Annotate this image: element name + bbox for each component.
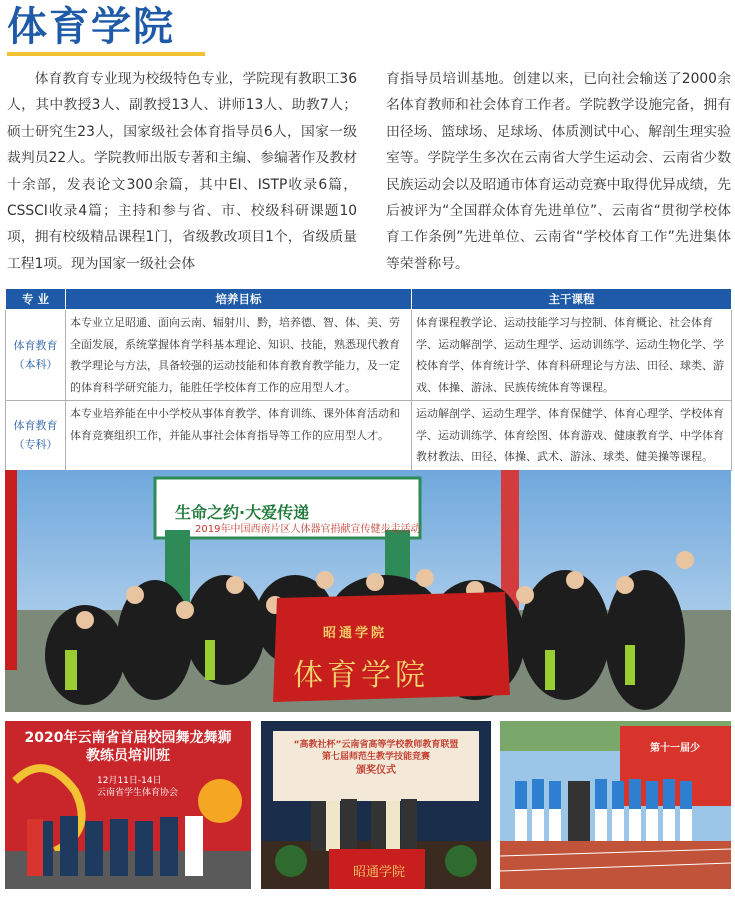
intro-right: 育指导员培训基地。创建以来，已向社会输送了2000余名体育教师和社会体育工作者。学院教学设施完备，拥有田径场、篮球场、足球场、体质测试中心、解剖生理实验室等。学院学生多次在云南省大学生运动会、云南省少数民族运动会以及昭通市体育运动竞赛中取得优异成绩，先后被评为“全国群众体育先进单位”、云南省“贯彻学校体育工作条例”先进单位、云南省“学校体育工作”先进集体等荣誉称号。 xyxy=(386,71,731,272)
banner-title: 生命之约·大爱传递 xyxy=(175,503,310,522)
award-line1: “高教社杯”云南省高等学校教师教育联盟 xyxy=(293,740,459,750)
sports-sign: 第十一届少 xyxy=(650,743,700,754)
table-header-row xyxy=(6,289,732,310)
training-photo xyxy=(5,721,251,889)
table-row xyxy=(6,401,732,471)
flag-school-name: 昭通学院 xyxy=(323,626,388,641)
training-title-line1: 2020年云南省首届校园舞龙舞狮 xyxy=(24,730,232,746)
major-level: （本科） xyxy=(13,358,58,371)
training-org: 云南省学生体育协会 xyxy=(97,788,179,798)
courses-cell: 运动解剖学、运动生理学、体育保健学、体育心理学、学校体育学、运动训练学、体育绘图、体育游戏、健康教育学、中学体育教材教法、田径、体操、武术、游泳、球类、健美操等课程。 xyxy=(412,401,732,471)
award-line3: 颁奖仪式 xyxy=(356,765,396,776)
header-goal: 培养目标 xyxy=(66,289,412,310)
goal-cell: 本专业立足昭通、面向云南、辐射川、黔，培养德、智、体、美、劳全面发展，系统掌握体育学科基本理论、知识、技能，熟悉现代教育教学理论与方法，具备较强的运动技能和体育教育教学能力，及一定的体育科学研究能力，能胜任学校体育工作的应用型人才。 xyxy=(66,310,412,401)
award-flag: 昭通学院 xyxy=(353,865,406,880)
sports-photo xyxy=(500,721,731,889)
major-name: 体育教育 xyxy=(13,339,58,352)
header-courses: 主干课程 xyxy=(412,289,732,310)
header-major: 专 业 xyxy=(6,289,66,310)
courses-cell: 体育课程教学论、运动技能学习与控制、体育概论、社会体育学、运动解剖学、运动生理学、运动训练学、运动生物化学、学校体育学、体育统计学、体育科研理论与方法、田径、球类、游戏、体操、游泳、民族传统体育等课程。 xyxy=(412,310,732,401)
goal-cell: 本专业培养能在中小学校从事体育教学、体育训练、课外体育活动和体育竞赛组织工作，并能从事社会体育指导等工作的应用型人才。 xyxy=(66,401,412,471)
intro-left: 体育教育专业现为校级特色专业，学院现有教职工36人，其中教授3人、副教授13人、讲师13人、助教7人；硕士研究生23人，国家级社会体育指导员6人，国家一级裁判员22人。学院教师出版专著和主编、参编著作及教材十余部，发表论文300余篇，其中EI、ISTP收录6篇，CSSCI收录4篇；主持和参与省、市、校级科研课题10项，拥有校级精品课程1门，省级教改项目1个，省级质量工程1项。现为国家一级社会体 xyxy=(7,71,357,272)
group-photo xyxy=(5,470,731,712)
major-level: （专科） xyxy=(13,438,58,452)
table-row xyxy=(6,310,732,401)
award-line2: 第七届师范生教学技能竞赛 xyxy=(321,752,430,762)
award-photo xyxy=(261,721,491,889)
major-cell xyxy=(6,401,66,471)
major-name: 体育教育 xyxy=(13,419,58,433)
training-date: 12月11日-14日 xyxy=(97,776,162,786)
flag-college-name: 体育学院 xyxy=(293,658,429,693)
page-title: 体育学院 xyxy=(7,4,175,50)
title-underline xyxy=(7,52,205,56)
banner-subtitle: 2019年中国西南片区人体器官捐献宣传健步走活动 xyxy=(195,524,421,535)
program-table xyxy=(5,288,732,471)
major-cell xyxy=(6,310,66,401)
training-title-line2: 教练员培训班 xyxy=(86,748,170,764)
